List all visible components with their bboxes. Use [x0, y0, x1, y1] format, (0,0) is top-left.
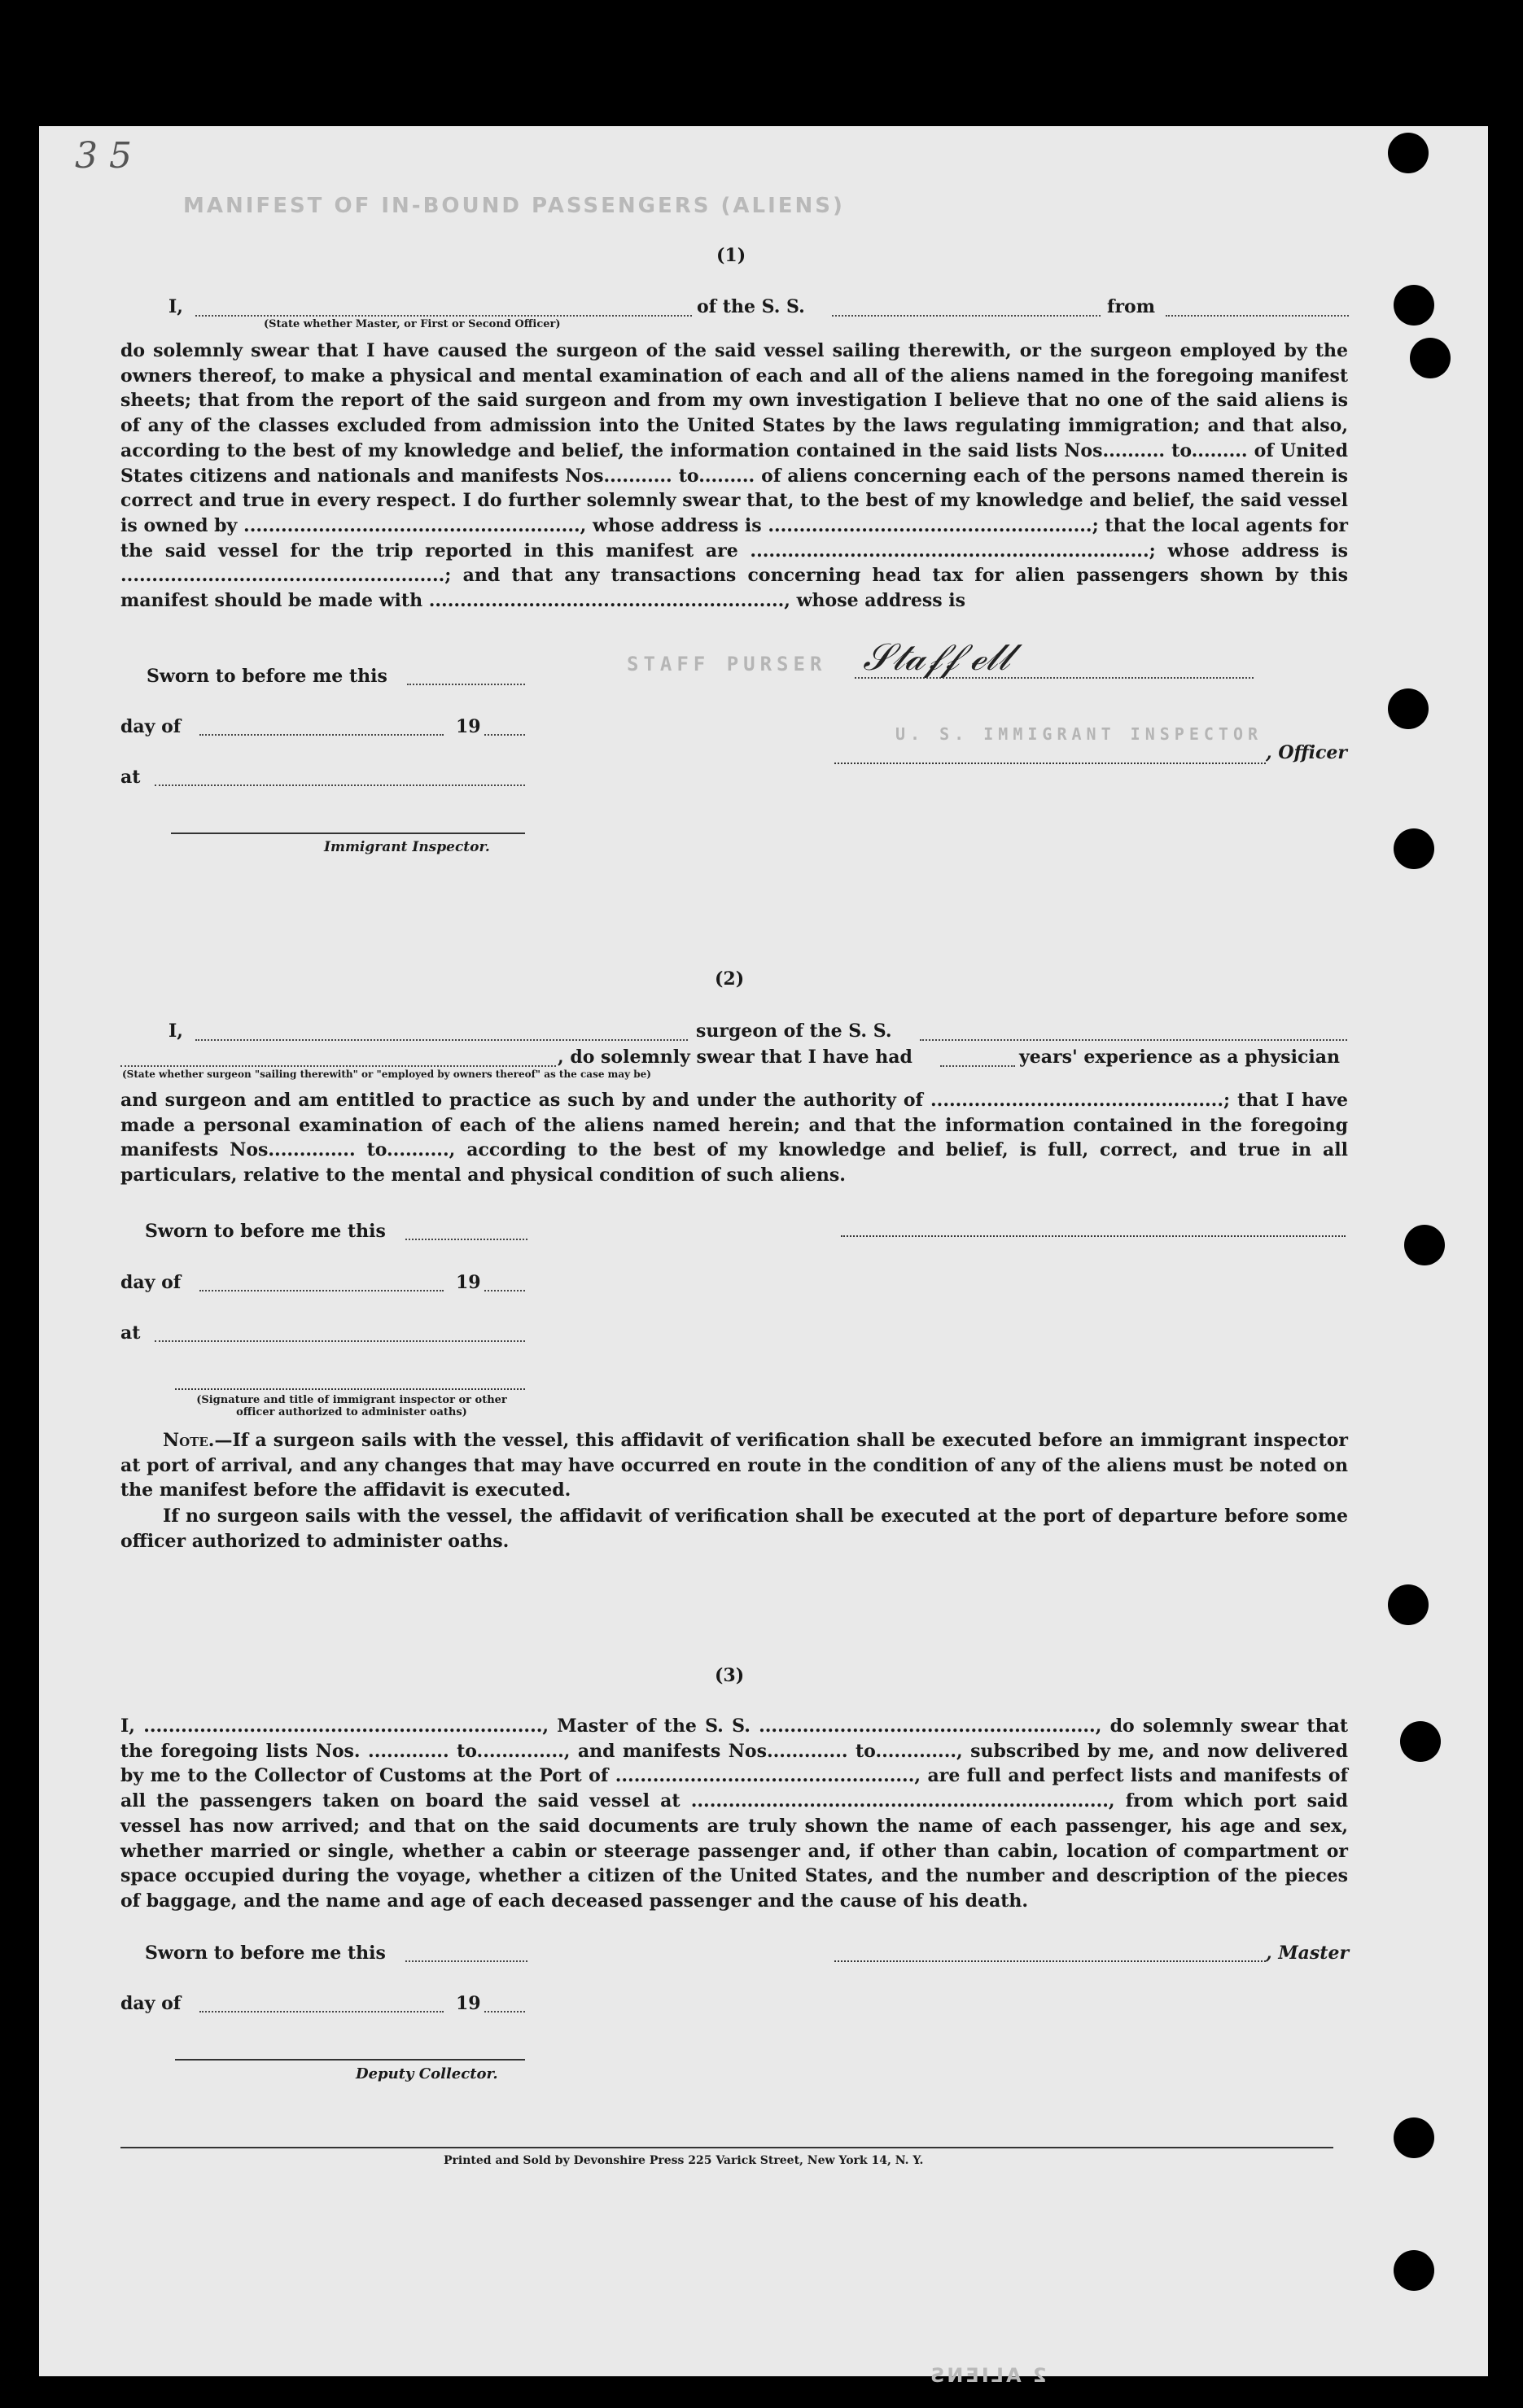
officer-signature: 𝒮𝓉𝒶𝒻𝒻 ℯ𝓁𝓁	[863, 635, 1010, 679]
section1-sworn-field[interactable]	[407, 684, 525, 685]
section3-year: 19	[456, 1993, 481, 2014]
section2-note	[120, 1428, 1348, 1503]
section3-day-of: day of	[120, 1993, 182, 2014]
section2-at: at	[120, 1322, 141, 1344]
section1-at: at	[120, 767, 141, 788]
section1-day-field[interactable]	[199, 734, 444, 736]
section3-body: I, ................................................................, Master of the S. S. ......................................................, do solemnly swear that the foregoing lists Nos. ............. to.............., and manifests Nos............. to............., subscribed by me, and now delivered by me to the Collector of Customs at the Port of ................................................, are full and perfect lists and manifests of all the passengers taken on board the said vessel at ..................................................................., from which port said vessel has now arrived; and that on the said documents are truly shown the name of each passenger, his age and sex, whether married or single, whether a cabin or steerage passenger and, if other than cabin, location of compartment or space occupied during the voyage, whether a citizen of the United States, and the number and description of the pieces of baggage, and the name and age of each deceased passenger and the cause of his death.	[120, 1715, 1348, 1912]
footer-rule	[120, 2147, 1333, 2148]
section2-body: and surgeon and am entitled to practice as such by and under the authority of ...............................................; that I have made a personal examination of each of the aliens named herein; and that the information contained in the foregoing manifests Nos.............. to.........., according to the best of my knowledge and belief, is full, correct, and true in all particulars, relative to the mental and physical condition of such aliens.	[120, 1090, 1348, 1187]
section2-sailing-field[interactable]	[120, 1065, 556, 1067]
section3-sworn: Sworn to before me this	[145, 1943, 386, 1964]
section2-sworn-field[interactable]	[405, 1239, 527, 1240]
ghost-heading: MANIFEST OF IN-BOUND PASSENGERS (ALIENS)	[183, 194, 845, 218]
officer-line[interactable]	[834, 763, 1266, 764]
binder-hole	[1410, 338, 1451, 378]
section2-note2: If no surgeon sails with the vessel, the affidavit of verification shall be executed at the port of departure before some officer authorized to administer oaths.	[120, 1506, 1348, 1552]
section2-heading: (2)	[715, 968, 745, 990]
section1-from: from	[1107, 296, 1156, 317]
section1-body: do solemnly swear that I have caused the surgeon of the said vessel sailing therewith, or the surgeon employed by the owners thereof, to make a physical and mental examination of each and all of the aliens named in the foregoing manifest sheets; that from the report of the said surgeon and from my own investigation I believe that no one of the said aliens is of any of the classes excluded from admission into the United States by the laws regulating immigration; and that also, according to the best of my knowledge and belief, the information contained in the said lists Nos.......... to......... of United States citizens and nationals and manifests Nos........... to......... of aliens concerning each of the persons named therein is correct and true in every respect. I do further solemnly swear that, to the best of my knowledge and belief, the said vessel is owned by ......................................................, whose address is ....................................................; that the local agents for the said vessel for the trip reported in this manifest are ................................................................; whose address is ....................................................; and that any transactions concerning head tax for alien passengers shown by this manifest should be made with ........................................................., whose address is	[120, 340, 1348, 612]
section1-from-field[interactable]	[1166, 315, 1349, 317]
section3-sworn-field[interactable]	[405, 1960, 527, 1962]
section2-surgeon-of: surgeon of the S. S.	[696, 1020, 892, 1042]
section2-years-phys: years' experience as a physician	[1019, 1047, 1341, 1068]
section2-caption: (State whether surgeon "sailing therewith" or "employed by owners thereof" as the case may be)	[122, 1069, 651, 1080]
binder-hole	[1404, 1225, 1445, 1265]
section1-name-field[interactable]	[195, 315, 692, 317]
section2-year: 19	[456, 1272, 481, 1293]
binder-hole	[1388, 1584, 1429, 1625]
section3-collector: Deputy Collector.	[356, 2065, 498, 2082]
section2-swear-line: , do solemnly swear that I have had	[558, 1047, 912, 1068]
section2-day-field[interactable]	[199, 1290, 444, 1291]
section1-year: 19	[456, 716, 481, 737]
binder-hole	[1394, 2250, 1434, 2291]
section1-vessel-field[interactable]	[832, 315, 1101, 317]
section2-sworn: Sworn to before me this	[145, 1221, 386, 1242]
section1-heading: (1)	[716, 245, 746, 266]
section2-name-field[interactable]	[195, 1039, 688, 1041]
section1-inspector: Immigrant Inspector.	[324, 839, 490, 855]
section2-day-of: day of	[120, 1272, 182, 1293]
section1-at-field[interactable]	[155, 784, 525, 786]
section1-day-of: day of	[120, 716, 182, 737]
note-text: —If a surgeon sails with the vessel, this affidavit of verification shall be executed before an immigrant inspector at port of arrival, and any changes that may have occurred en route in the condition of any of the aliens must be noted on the manifest before the affidavit is executed.	[120, 1430, 1348, 1501]
section2-caption-sig: (Signature and title of immigrant inspector or other officer authorized to administer oaths)	[196, 1394, 507, 1418]
us-inspector-stamp: U. S. IMMIGRANT INSPECTOR	[895, 724, 1263, 744]
section1-officer: , Officer	[1266, 742, 1348, 763]
section1-year-field[interactable]	[484, 734, 525, 736]
section2-i-label: I,	[168, 1020, 183, 1042]
section2-years-field[interactable]	[940, 1065, 1015, 1067]
page-corner-mark: 3 5	[75, 135, 132, 177]
back-stamp: 2 ALIENS	[928, 2364, 1047, 2387]
section3-master: , Master	[1266, 1943, 1350, 1964]
section2-at-field[interactable]	[155, 1340, 525, 1342]
binder-hole	[1388, 133, 1429, 173]
staff-purser-stamp: STAFF PURSER	[627, 653, 827, 675]
inspector-line[interactable]	[171, 833, 525, 834]
section2-inspector-line[interactable]	[175, 1388, 525, 1390]
section1-caption: (State whether Master, or First or Second Officer)	[264, 318, 561, 330]
collector-line[interactable]	[175, 2059, 525, 2061]
binder-hole	[1394, 828, 1434, 869]
surgeon-signature-line[interactable]	[841, 1235, 1346, 1237]
section1-sworn: Sworn to before me this	[147, 666, 387, 687]
master-signature-line[interactable]	[834, 1960, 1266, 1962]
note-label: Note.	[163, 1430, 215, 1451]
binder-hole	[1400, 1721, 1441, 1762]
section2-year-field[interactable]	[484, 1290, 525, 1291]
section1-i-label: I,	[168, 296, 183, 317]
section3-year-field[interactable]	[484, 2011, 525, 2012]
section3-heading: (3)	[715, 1665, 745, 1686]
binder-hole	[1388, 688, 1429, 729]
section3-day-field[interactable]	[199, 2011, 444, 2012]
section2-vessel-field[interactable]	[920, 1039, 1347, 1041]
footer-printer: Printed and Sold by Devonshire Press 225 Varick Street, New York 14, N. Y.	[444, 2154, 924, 2167]
binder-hole	[1394, 2117, 1434, 2158]
section1-signature-field[interactable]	[855, 677, 1254, 679]
binder-hole	[1394, 285, 1434, 326]
section1-of-ss: of the S. S.	[697, 296, 805, 317]
